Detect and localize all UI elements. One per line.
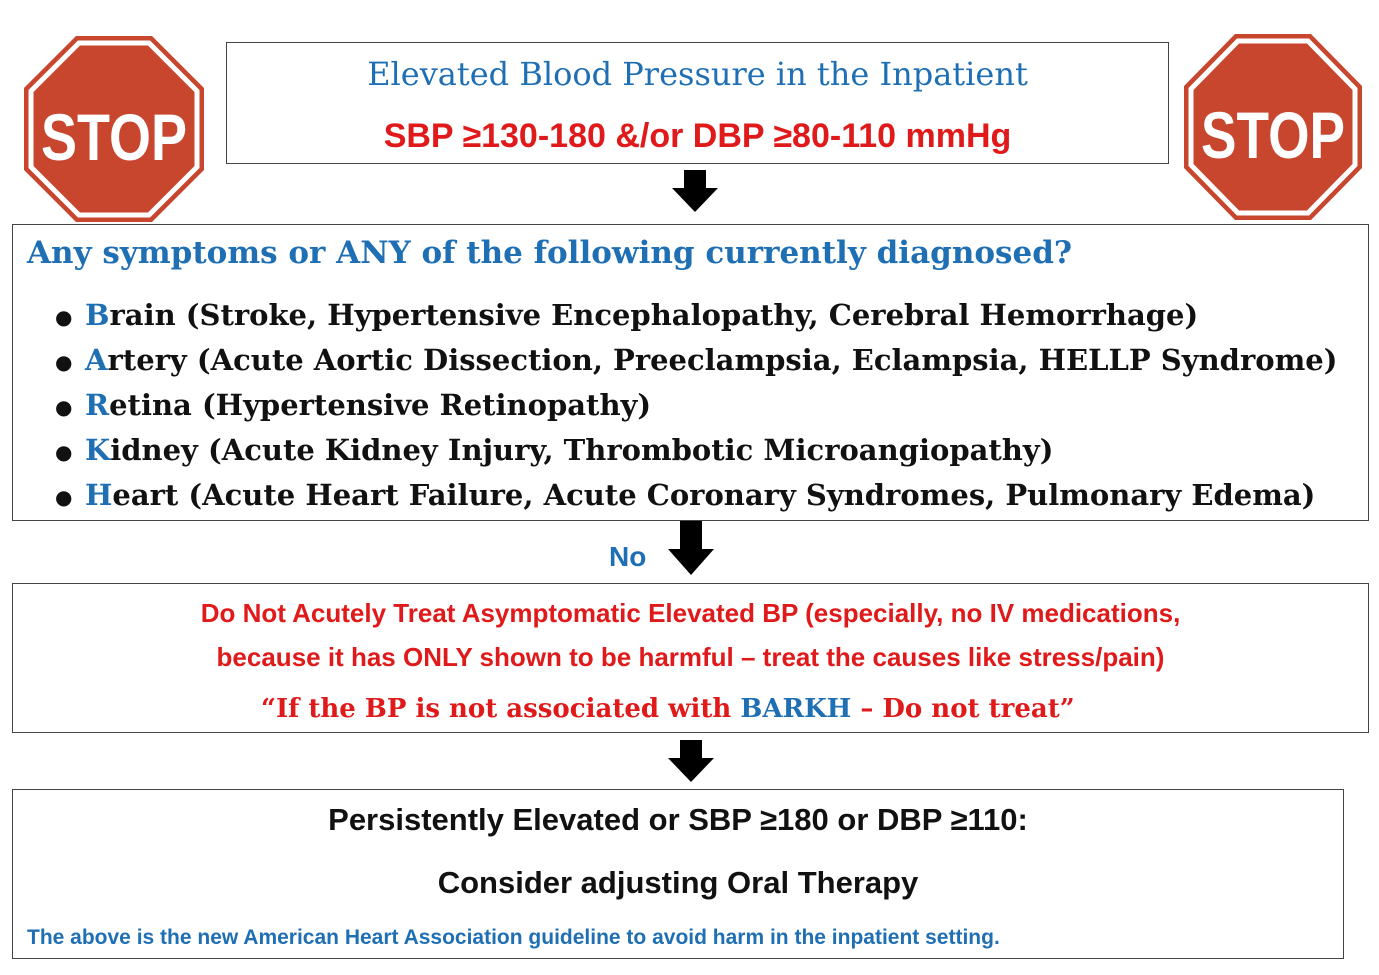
no-label: No: [609, 541, 647, 572]
barkh-quote: [261, 694, 1075, 724]
list-item: [55, 473, 1337, 518]
item-text: rain (Stroke, Hypertensive Encephalopathy, Cerebral Hemorrhage): [109, 298, 1199, 332]
quote-before: “If the BP is not associated with: [261, 694, 741, 724]
treatment-box: [12, 583, 1369, 733]
bullet-icon: ●: [55, 484, 73, 509]
barkh-list: [55, 293, 1337, 518]
item-text: eart (Acute Heart Failure, Acute Coronary Syndromes, Pulmonary Edema): [112, 478, 1316, 512]
stop-sign-right-text: STOP: [1201, 98, 1345, 172]
quote-after: – Do not treat”: [851, 694, 1075, 724]
item-letter: A: [85, 343, 108, 377]
item-letter: H: [85, 478, 113, 512]
header-box: [226, 42, 1169, 164]
stop-sign-left-text: STOP: [41, 100, 187, 174]
symptoms-box: [12, 224, 1369, 521]
arrow-down-icon: [666, 740, 716, 784]
list-item: [55, 383, 1337, 428]
treatment-line-2: because it has ONLY shown to be harmful – treat the causes like stress/pain): [216, 642, 1165, 672]
arrow-down-icon: [670, 170, 720, 214]
persistent-line-1: Persistently Elevated or SBP ≥180 or DBP ≥110:: [328, 802, 1028, 837]
list-item: [55, 293, 1337, 338]
bullet-icon: ●: [55, 349, 73, 374]
item-letter: R: [85, 388, 110, 422]
list-item: [55, 338, 1337, 383]
header-title: Elevated Blood Pressure in the Inpatient: [367, 55, 1028, 93]
list-item: [55, 428, 1337, 473]
item-text: rtery (Acute Aortic Dissection, Preeclampsia, Eclampsia, HELLP Syndrome): [107, 343, 1338, 377]
item-letter: B: [85, 298, 110, 332]
bullet-icon: ●: [55, 304, 73, 329]
item-text: etina (Hypertensive Retinopathy): [109, 388, 652, 422]
persistent-box: [12, 789, 1344, 959]
quote-highlight: BARKH: [740, 694, 852, 724]
symptoms-question: Any symptoms or ANY of the following currently diagnosed?: [27, 235, 1073, 271]
item-text: idney (Acute Kidney Injury, Thrombotic Microangiopathy): [110, 433, 1054, 467]
header-criteria: SBP ≥130-180 &/or DBP ≥80-110 mmHg: [383, 117, 1012, 155]
treatment-line-1: Do Not Acutely Treat Asymptomatic Elevated BP (especially, no IV medications,: [200, 598, 1181, 628]
guideline-note: The above is the new American Heart Association guideline to avoid harm in the inpatient setting.: [27, 926, 1000, 949]
bullet-icon: ●: [55, 394, 73, 419]
stop-sign-left: [22, 34, 206, 224]
stop-sign-right: [1182, 32, 1364, 222]
item-letter: K: [85, 433, 111, 467]
bullet-icon: ●: [55, 439, 73, 464]
arrow-down-icon: [666, 521, 716, 577]
persistent-line-2: Consider adjusting Oral Therapy: [437, 865, 919, 900]
